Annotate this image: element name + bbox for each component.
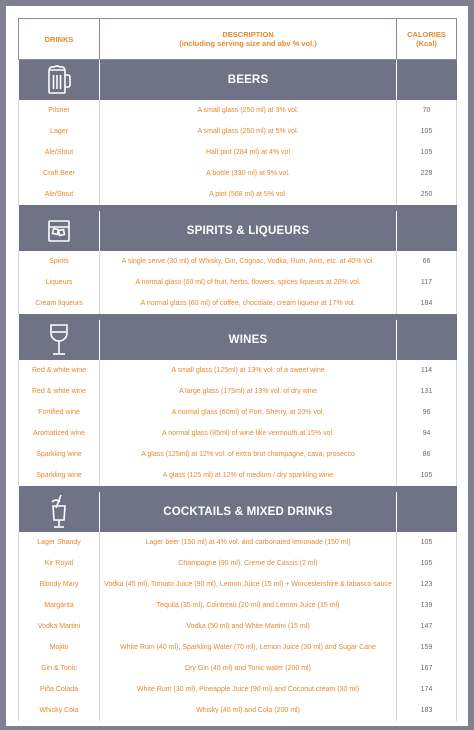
table-row xyxy=(19,142,457,163)
drink-calories: 159 xyxy=(397,637,457,658)
drink-description: A normal glass (60 ml) of fruit, herbs, flowers, spices liqueurs at 20% vol. xyxy=(100,272,397,293)
drink-calories: 117 xyxy=(397,272,457,293)
drink-name: Pilsner xyxy=(19,100,100,121)
drink-calories: 105 xyxy=(397,532,457,553)
drink-calories: 167 xyxy=(397,658,457,679)
page-frame xyxy=(6,6,468,726)
drink-name: Ale/Stout xyxy=(19,142,100,163)
drink-name: Piña Colada xyxy=(19,679,100,700)
table-row xyxy=(19,553,457,574)
table-row xyxy=(19,700,457,721)
drink-calories: 70 xyxy=(397,100,457,121)
section-blank-cell xyxy=(397,492,457,532)
drink-description: White Rum (40 ml), Sparkling Water (70 ml), Lemon Juice (30 ml) and Sugar Cane xyxy=(100,637,397,658)
drink-description: Whisky (40 ml) and Cola (200 ml) xyxy=(100,700,397,721)
drink-name: Whisky Cola xyxy=(19,700,100,721)
drink-name: Red & white wine xyxy=(19,360,100,381)
drink-calories: 86 xyxy=(397,444,457,465)
drink-name: Vodka Martini xyxy=(19,616,100,637)
drinks-calories-table xyxy=(18,18,457,721)
drink-name: Sparkling wine xyxy=(19,444,100,465)
table-row xyxy=(19,272,457,293)
drink-name: Cream liqueurs xyxy=(19,293,100,314)
header-description xyxy=(100,19,397,60)
drink-name: Craft Beer xyxy=(19,163,100,184)
drink-description: Vodka (50 ml) and White Martini (15 ml) xyxy=(100,616,397,637)
drink-calories: 66 xyxy=(397,251,457,272)
section-title: WINES xyxy=(100,320,397,360)
drink-description: A small glass (125ml) at 13% vol. of a sweet wine xyxy=(100,360,397,381)
section-icon-cell xyxy=(19,60,100,101)
drink-name: Fortified wine xyxy=(19,402,100,423)
wine-glass-icon xyxy=(19,323,100,357)
section-blank-cell xyxy=(397,60,457,101)
table-row xyxy=(19,402,457,423)
drink-name: Kir Royal xyxy=(19,553,100,574)
drink-description: Champagne (90 ml), Creme de Cassis (2 ml) xyxy=(100,553,397,574)
section-blank-cell xyxy=(397,211,457,251)
table-row xyxy=(19,423,457,444)
table-row xyxy=(19,595,457,616)
table-row xyxy=(19,574,457,595)
header-description-sub: (including serving size and abv % vol.) xyxy=(179,39,317,48)
table-row xyxy=(19,532,457,553)
drink-calories: 105 xyxy=(397,465,457,486)
drink-description: White Rum (30 ml), Pineapple Juice (90 ml) and Coconut cream (30 ml) xyxy=(100,679,397,700)
section-header xyxy=(19,492,457,532)
table-row xyxy=(19,163,457,184)
drink-description: A glass (125 ml) at 12% of medium / dry sparkling wine xyxy=(100,465,397,486)
drink-name: Aromatized wine xyxy=(19,423,100,444)
drink-calories: 184 xyxy=(397,293,457,314)
drink-name: Bloody Mary xyxy=(19,574,100,595)
table-row xyxy=(19,100,457,121)
section-icon-cell xyxy=(19,320,100,360)
section-header xyxy=(19,320,457,360)
drink-description: Lager beer (150 ml) at 4% vol. and carbonated lemonade (150 ml) xyxy=(100,532,397,553)
drink-calories: 114 xyxy=(397,360,457,381)
drink-calories: 147 xyxy=(397,616,457,637)
whisky-glass-icon xyxy=(19,219,100,243)
drink-name: Lager xyxy=(19,121,100,142)
section-header xyxy=(19,211,457,251)
drink-name: Ale/Stout xyxy=(19,184,100,205)
header-calories-title: CALORIES xyxy=(407,30,446,39)
section-title: BEERS xyxy=(100,60,397,101)
drink-name: Gin & Tonic xyxy=(19,658,100,679)
drink-name: Margarita xyxy=(19,595,100,616)
drink-description: A pint (568 ml) at 5% vol. xyxy=(100,184,397,205)
drink-description: A large glass (175ml) at 13% vol. of dry wine xyxy=(100,381,397,402)
drink-description: A single serve (30 ml) of Whisky, Gin, Cognac, Vodka, Rum, Anis, etc. at 40% vol. xyxy=(100,251,397,272)
drink-description: A glass (125ml) at 12% vol. of extra brut champagne, cava, prosecco xyxy=(100,444,397,465)
beer-mug-icon xyxy=(19,65,100,95)
table-row xyxy=(19,616,457,637)
drink-name: Lager Shandy xyxy=(19,532,100,553)
section-title: SPIRITS & LIQUEURS xyxy=(100,211,397,251)
table-row xyxy=(19,679,457,700)
header-description-title: DESCRIPTION xyxy=(222,30,274,39)
drink-description: A small glass (250 ml) at 3% vol. xyxy=(100,100,397,121)
drink-name: Mojito xyxy=(19,637,100,658)
drink-description: A normal glass (85ml) of wine like vermouth at 15% vol. xyxy=(100,423,397,444)
drink-calories: 96 xyxy=(397,402,457,423)
drink-calories: 94 xyxy=(397,423,457,444)
table-row xyxy=(19,251,457,272)
drink-calories: 174 xyxy=(397,679,457,700)
table-row xyxy=(19,360,457,381)
drink-description: Dry Gin (40 ml) and Tonic water (200 ml) xyxy=(100,658,397,679)
section-icon-cell xyxy=(19,211,100,251)
table-row xyxy=(19,184,457,205)
table-row xyxy=(19,293,457,314)
section-title: COCKTAILS & MIXED DRINKS xyxy=(100,492,397,532)
drink-description: A normal glass (60ml) of Port, Sherry, at 20% vol. xyxy=(100,402,397,423)
drink-description: A bottle (330 ml) at 9% vol. xyxy=(100,163,397,184)
table-row xyxy=(19,637,457,658)
cocktail-glass-icon xyxy=(19,494,100,530)
section-icon-cell xyxy=(19,492,100,532)
section-blank-cell xyxy=(397,320,457,360)
drink-calories: 250 xyxy=(397,184,457,205)
drink-name: Spirits xyxy=(19,251,100,272)
drink-calories: 139 xyxy=(397,595,457,616)
drink-name: Liqueurs xyxy=(19,272,100,293)
drink-description: A normal glass (60 ml) of coffee, chocolate, cream liqueur at 17% vol. xyxy=(100,293,397,314)
header-calories-sub: (Kcal) xyxy=(416,39,437,48)
section-header xyxy=(19,60,457,101)
drink-description: Tequila (35 ml), Cointreau (20 ml) and Lemon Juice (15 ml) xyxy=(100,595,397,616)
table-row xyxy=(19,465,457,486)
drink-calories: 105 xyxy=(397,121,457,142)
drink-description: Half pint (284 ml) at 4% vol xyxy=(100,142,397,163)
drink-calories: 123 xyxy=(397,574,457,595)
table-row xyxy=(19,381,457,402)
drink-description: A small glass (250 ml) at 5% vol. xyxy=(100,121,397,142)
table-row xyxy=(19,121,457,142)
drink-calories: 105 xyxy=(397,142,457,163)
drink-calories: 105 xyxy=(397,553,457,574)
drink-name: Sparkling wine xyxy=(19,465,100,486)
table-row xyxy=(19,444,457,465)
drink-name: Red & white wine xyxy=(19,381,100,402)
header-calories xyxy=(397,19,457,60)
drink-calories: 228 xyxy=(397,163,457,184)
drink-description: Vodka (45 ml), Tomato Juice (90 ml), Lemon Juice (15 ml) + Worcestershire & tabasco sauce xyxy=(100,574,397,595)
header-drinks: DRINKS xyxy=(19,19,100,60)
table-header xyxy=(19,19,457,60)
table-row xyxy=(19,658,457,679)
drink-calories: 183 xyxy=(397,700,457,721)
drink-calories: 131 xyxy=(397,381,457,402)
